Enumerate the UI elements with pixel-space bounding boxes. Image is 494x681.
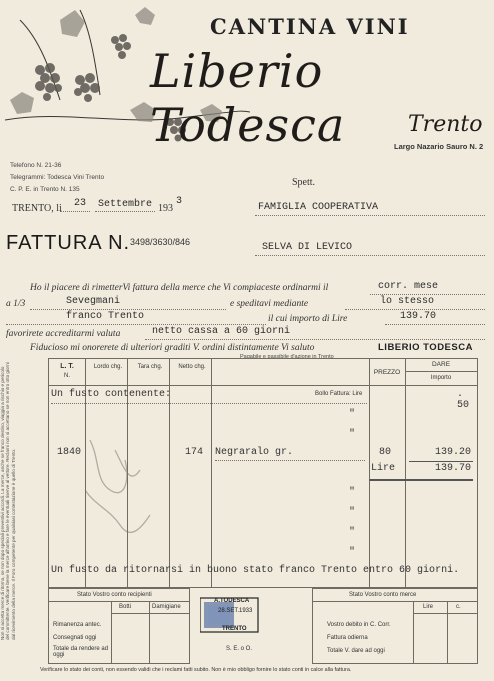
invoice-label: FATTURA N. bbox=[6, 232, 131, 254]
sidebar-conditions bbox=[0, 360, 46, 640]
body-line3-amount: 139.70 bbox=[400, 311, 437, 322]
row-fattura-odierna: Fattura odierna bbox=[327, 635, 368, 641]
stamp-text-bottom: TRENTO bbox=[222, 626, 247, 632]
containers-title: Stato Vostro conto recipienti bbox=[77, 592, 152, 598]
sidebar-conditions-text: Non si accetta merce di ritorno, se non dopo speciali preventivi accordi. La merce, anche se franco destino, viaggia a rischio e pericolo del committente. Verificare bene la merce all'arrivo e fare le eventuali riserve al vettore. Reclami non si accettano se non entro otto giorni dal ricevimento della merce. Il Foro competente per qualsiasi contestazione è quello di Trento. bbox=[0, 362, 16, 640]
ditto-mark: " bbox=[349, 527, 356, 538]
goods-title: Stato Vostro conto merce bbox=[349, 592, 417, 598]
recipient-salutation: Spett. bbox=[292, 177, 316, 188]
body-line3-mid: il cui importo di Lire bbox=[268, 314, 348, 324]
total-label: Lire bbox=[371, 463, 396, 474]
row-totale-rendere: Totale da rendere ad oggi bbox=[53, 646, 109, 658]
total-amount: 139.70 bbox=[435, 463, 472, 474]
body-line4-prefix: favorirete accreditarmi valuta bbox=[6, 329, 121, 339]
cantina-heading: CANTINA VINI bbox=[210, 14, 410, 39]
return-note: Un fusto da ritornarsi in buono stato franco Trento entro 60 giorni. bbox=[51, 565, 460, 576]
city-script: Trento bbox=[408, 112, 483, 137]
body-line2-value: Sevegmani bbox=[66, 296, 121, 307]
row-debito: Vostro debito in C. Corr. bbox=[327, 622, 391, 628]
bollo-amount: . 50 bbox=[457, 389, 470, 411]
ditto-mark: " bbox=[349, 487, 356, 498]
header-netto: Netto chg. bbox=[178, 364, 206, 370]
payable-note: Pagabile e passibile d'azione in Trento bbox=[240, 354, 334, 360]
header-dare: DARE bbox=[431, 361, 451, 368]
goods-account-box bbox=[312, 588, 478, 664]
contact-phone: Telefono N. 21-36 bbox=[10, 162, 62, 169]
recipient-name: FAMIGLIA COOPERATIVA bbox=[258, 202, 379, 213]
company-address: Largo Nazario Sauro N. 2 bbox=[394, 142, 484, 151]
row-consegnati: Consegnati oggi bbox=[53, 635, 97, 641]
bottom-note: Verificare lo stato dei conti, non essendo validi che i reclami fatti subito. Non è mio obbligo fornire lo stato conti in calce alla fattura. bbox=[40, 667, 352, 673]
row-lordo: 1840 bbox=[57, 447, 82, 458]
row-importo: 139.20 bbox=[435, 447, 472, 458]
contact-telegram: Telegrammi: Todesca Vini Trento bbox=[10, 174, 105, 181]
containers-account-box bbox=[48, 588, 190, 664]
desc-title: Un fusto contenente: bbox=[51, 389, 172, 400]
body-line3-value: franco Trento bbox=[66, 311, 145, 322]
header-n: N. bbox=[64, 373, 70, 379]
date-year-suffix: 3 bbox=[176, 196, 183, 207]
row-netto: 174 bbox=[185, 447, 204, 458]
header-lt: L. T. bbox=[60, 363, 74, 370]
body-line2-value2: lo stesso bbox=[380, 296, 435, 307]
firm-name: LIBERIO TODESCA bbox=[378, 342, 473, 353]
row-totale-dare: Totale V. dare ad oggi bbox=[327, 648, 385, 654]
body-line5: Fiducioso mi onorerete di ulteriori graditi V. ordini distintamente Vi saluto bbox=[30, 343, 315, 353]
header-tara: Tara chg. bbox=[137, 364, 163, 370]
col-damigiane: Damigiane bbox=[152, 604, 181, 610]
body-line2-mid: e speditavi mediante bbox=[230, 299, 309, 309]
stamp-text-top: A.TODESCA bbox=[214, 598, 250, 604]
ditto-mark: " bbox=[349, 429, 356, 440]
handwritten-annotation bbox=[70, 430, 180, 540]
date-prefix: TRENTO, li bbox=[12, 203, 62, 214]
recipient-place: SELVA DI LEVICO bbox=[262, 242, 353, 253]
contact-cpe: C. P. E. in Trento N. 135 bbox=[10, 186, 80, 193]
header-lordo: Lordo chg. bbox=[93, 364, 123, 370]
contacts-block bbox=[10, 160, 104, 196]
bollo-label: Bollo Fattura: Lire bbox=[315, 391, 363, 397]
invoice-number: 3498/3630/846 bbox=[130, 237, 191, 247]
body-line2-prefix: a 1/3 bbox=[6, 299, 26, 309]
row-rimanenza: Rimanenza antec. bbox=[53, 622, 102, 628]
header-importo: Importo bbox=[430, 375, 452, 381]
row-prezzo: 80 bbox=[379, 447, 392, 458]
row-desc: Negraralo gr. bbox=[215, 447, 294, 458]
header-prezzo: PREZZO bbox=[373, 369, 401, 376]
body-line1-text: Ho il piacere di rimetterVi fattura della merce che Vi compiaceste ordinarmi il bbox=[30, 283, 329, 293]
body-line4-value: netto cassa a 60 giorni bbox=[152, 326, 291, 337]
ditto-mark: " bbox=[349, 409, 356, 420]
brand-name: Liberio Todesca bbox=[150, 44, 346, 152]
col-botti: Botti bbox=[119, 604, 132, 610]
stamp-text-mid: 28.SET.1933 bbox=[218, 608, 253, 614]
date-month: Settembre bbox=[98, 199, 153, 210]
col-lire: Lire bbox=[423, 604, 434, 610]
date-day: 23 bbox=[74, 198, 87, 209]
ditto-mark: " bbox=[349, 507, 356, 518]
col-centesimi: c. bbox=[456, 604, 461, 610]
date-year-prefix: 193 bbox=[158, 203, 173, 214]
ditto-mark: " bbox=[349, 547, 356, 558]
se-o-label: S. E. o O. bbox=[226, 646, 253, 652]
body-line1-value: corr. mese bbox=[378, 281, 439, 292]
